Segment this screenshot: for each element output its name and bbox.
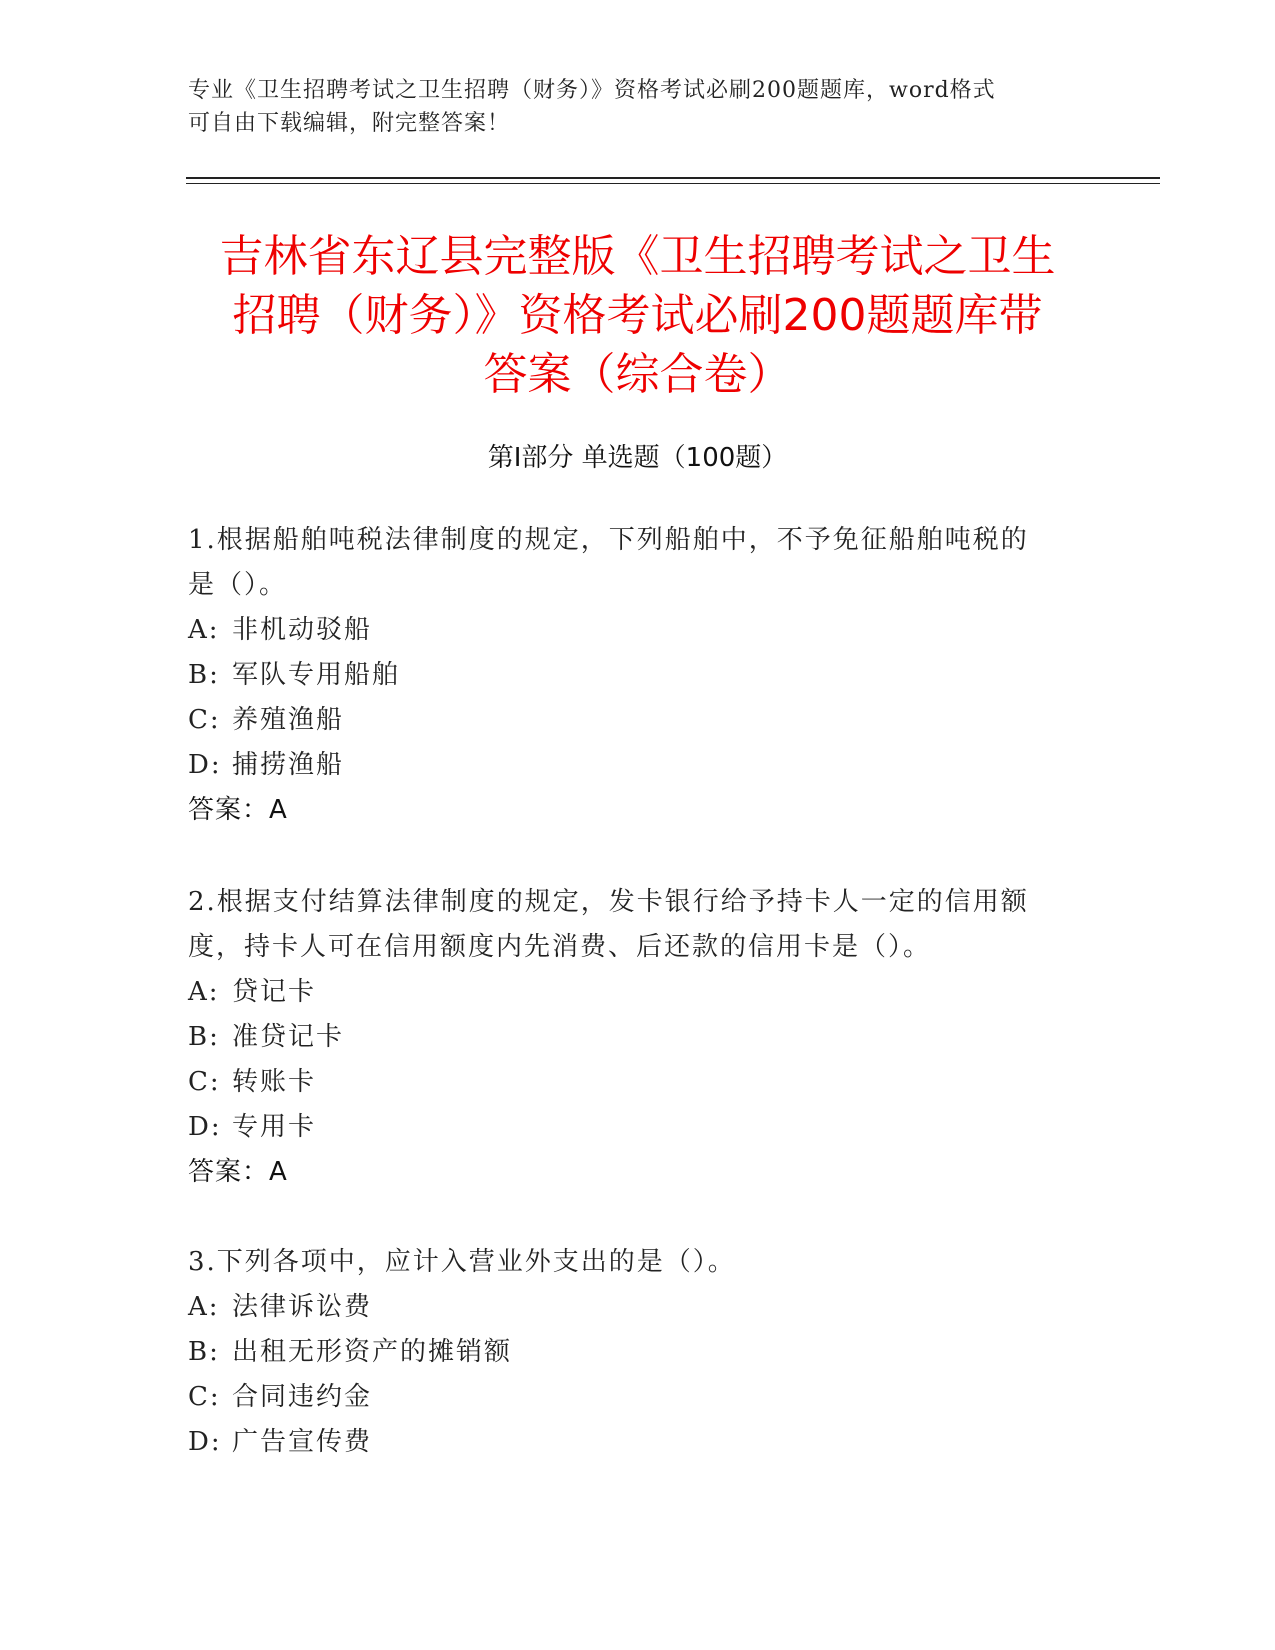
question-stem-line-1: 3.下列各项中，应计入营业外支出的是（）。 bbox=[188, 1247, 736, 1277]
option-text: 广告宣传费 bbox=[232, 1427, 373, 1457]
header-rule-thin bbox=[186, 183, 1160, 184]
option-a bbox=[188, 970, 1088, 1015]
option-text: 贷记卡 bbox=[232, 977, 317, 1007]
section-heading: 第Ⅰ部分 单选题（100题） bbox=[487, 443, 788, 473]
question-stem-line-1: 1.根据船舶吨税法律制度的规定，下列船舶中，不予免征船舶吨税的 bbox=[188, 525, 1029, 555]
option-key: B: bbox=[188, 660, 220, 690]
option-key: C: bbox=[188, 1067, 221, 1097]
option-key: D: bbox=[188, 1427, 222, 1457]
option-key: A: bbox=[188, 615, 220, 645]
option-a bbox=[188, 608, 1088, 653]
option-b bbox=[188, 1330, 1088, 1375]
option-key: D: bbox=[188, 1112, 222, 1142]
document-title bbox=[150, 227, 1125, 404]
option-b bbox=[188, 653, 1088, 698]
question-1 bbox=[188, 518, 1088, 833]
option-c bbox=[188, 1060, 1088, 1105]
option-text: 捕捞渔船 bbox=[232, 750, 345, 780]
option-text: 法律诉讼费 bbox=[232, 1292, 373, 1322]
option-key: B: bbox=[188, 1337, 220, 1367]
header-note-line-2: 可自由下载编辑，附完整答案！ bbox=[188, 111, 511, 136]
option-text: 准贷记卡 bbox=[232, 1022, 345, 1052]
answer-line: 答案：A bbox=[188, 795, 288, 825]
header-note bbox=[188, 74, 1068, 140]
header-note-line-1: 专业《卫生招聘考试之卫生招聘（财务）》资格考试必刷200题题库，word格式 bbox=[188, 78, 996, 103]
document-title-line-1: 吉林省东辽县完整版《卫生招聘考试之卫生 bbox=[219, 231, 1056, 282]
option-text: 专用卡 bbox=[232, 1112, 317, 1142]
document-title-line-3: 答案（综合卷） bbox=[483, 349, 792, 400]
question-stem-line-2: 度，持卡人可在信用额度内先消费、后还款的信用卡是（）。 bbox=[188, 932, 932, 962]
option-d bbox=[188, 743, 1088, 788]
option-key: C: bbox=[188, 1382, 221, 1412]
option-key: A: bbox=[188, 977, 220, 1007]
option-key: D: bbox=[188, 750, 222, 780]
option-d bbox=[188, 1420, 1088, 1465]
option-key: A: bbox=[188, 1292, 220, 1322]
answer-line: 答案：A bbox=[188, 1157, 288, 1187]
question-stem-line-2: 是（）。 bbox=[188, 570, 288, 600]
option-text: 出租无形资产的摊销额 bbox=[232, 1337, 513, 1367]
option-c bbox=[188, 698, 1088, 743]
header-rule-thick bbox=[186, 177, 1160, 179]
option-text: 养殖渔船 bbox=[232, 705, 345, 735]
option-text: 军队专用船舶 bbox=[232, 660, 401, 690]
option-a bbox=[188, 1285, 1088, 1330]
document-title-line-2: 招聘（财务）》资格考试必刷200题题库带 bbox=[232, 290, 1043, 341]
option-b bbox=[188, 1015, 1088, 1060]
option-text: 非机动驳船 bbox=[232, 615, 373, 645]
option-text: 转账卡 bbox=[232, 1067, 317, 1097]
option-key: C: bbox=[188, 705, 221, 735]
option-text: 合同违约金 bbox=[232, 1382, 373, 1412]
option-key: B: bbox=[188, 1022, 220, 1052]
question-2 bbox=[188, 880, 1088, 1195]
question-stem-line-1: 2.根据支付结算法律制度的规定，发卡银行给予持卡人一定的信用额 bbox=[188, 887, 1029, 917]
option-d bbox=[188, 1105, 1088, 1150]
option-c bbox=[188, 1375, 1088, 1420]
question-3 bbox=[188, 1240, 1088, 1465]
